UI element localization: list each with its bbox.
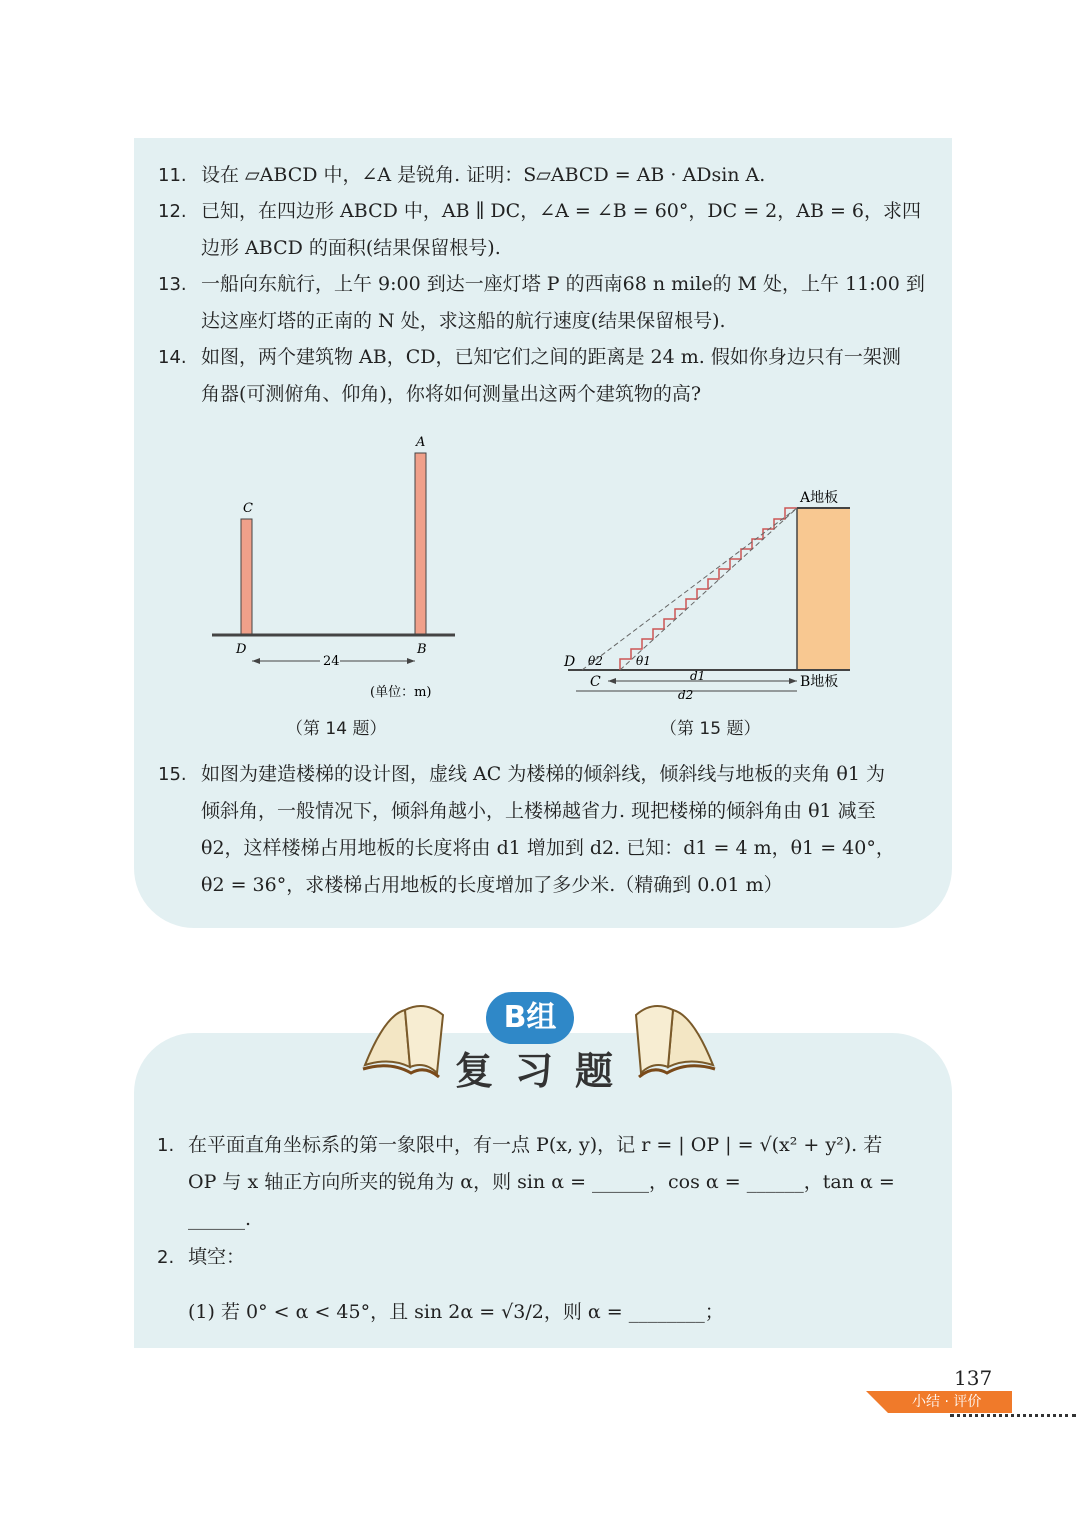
arrow-head xyxy=(407,658,415,664)
problem-text: 已知，在四边形 ABCD 中，AB ∥ DC，∠A = ∠B = 60°，DC = 2，AB = 6，求四 xyxy=(201,200,922,222)
problem-number: 13. xyxy=(158,274,187,295)
label-b-floor: B地板 xyxy=(800,674,839,690)
problem-text: 如图为建造楼梯的设计图，虚线 AC 为楼梯的倾斜线，倾斜线与地板的夹角 θ1 为 xyxy=(201,763,885,785)
label-b: B xyxy=(417,642,427,657)
incline-line-d xyxy=(582,508,797,670)
theta1-label: θ1 xyxy=(636,654,651,668)
label-a-floor: A地板 xyxy=(800,490,839,506)
upper-floor-wall xyxy=(797,508,850,670)
problem-b2 xyxy=(157,1239,246,1276)
problem-text: 角器(可测俯角、仰角)，你将如何测量出这两个建筑物的高? xyxy=(201,383,702,405)
problem-number: 1. xyxy=(157,1135,175,1156)
problem-text: 填空： xyxy=(188,1246,246,1268)
review-title: 复习题 xyxy=(455,1049,636,1093)
figure-15 xyxy=(560,485,870,700)
problem-text: (1) 若 0° < α < 45°，且 sin 2α = √3/2，则 α = ________； xyxy=(188,1301,724,1323)
book-icon-right xyxy=(628,995,723,1080)
problem-15 xyxy=(158,756,895,904)
page-number: 137 xyxy=(954,1366,993,1390)
problem-text: ______. xyxy=(188,1208,252,1230)
problem-text: 设在 ▱ABCD 中，∠A 是锐角. 证明：S▱ABCD = AB · ADsin A. xyxy=(201,164,766,186)
problem-14 xyxy=(158,339,901,413)
problem-text: 达这座灯塔的正南的 N 处，求这船的航行速度(结果保留根号). xyxy=(201,310,726,332)
problem-number: 12. xyxy=(158,201,187,222)
distance-label: 24 xyxy=(323,654,340,669)
problem-number: 11. xyxy=(158,165,187,186)
problem-text: θ2，这样楼梯占用地板的长度将由 d1 增加到 d2. 已知：d1 = 4 m，θ1 = 40°， xyxy=(201,837,895,859)
label-d: D xyxy=(236,642,247,657)
problem-text: 一船向东航行，上午 9:00 到达一座灯塔 P 的西南68 n mile的 M 处，上午 11:00 到 xyxy=(201,273,925,295)
label-d: D xyxy=(564,654,576,670)
problem-text: 在平面直角坐标系的第一象限中，有一点 P(x, y)，记 r = | OP | = √(x² + y²). 若 xyxy=(188,1134,883,1156)
figure-14 xyxy=(200,430,470,710)
label-c: C xyxy=(243,501,253,516)
figure-14-caption: （第 14 题） xyxy=(286,719,387,739)
problem-11 xyxy=(158,157,766,194)
arrow-head xyxy=(252,658,260,664)
problem-number: 14. xyxy=(158,347,187,368)
problem-text: θ2 = 36°，求楼梯占用地板的长度增加了多少米.（精确到 0.01 m） xyxy=(201,874,783,896)
building-ab xyxy=(415,453,426,635)
problem-number: 15. xyxy=(158,764,187,785)
problem-number: 2. xyxy=(157,1247,175,1268)
group-b-badge: B组 xyxy=(486,992,574,1044)
d1-label: d1 xyxy=(690,669,706,683)
d2-label: d2 xyxy=(678,688,694,700)
theta2-label: θ2 xyxy=(588,654,603,668)
building-cd xyxy=(241,519,252,635)
problem-text: OP 与 x 轴正方向所夹的锐角为 α，则 sin α = ______，cos α = ______，tan α = xyxy=(188,1171,895,1193)
unit-label: (单位：m) xyxy=(370,685,432,700)
arrow-head xyxy=(789,678,797,684)
label-c: C xyxy=(590,674,601,690)
problem-text: 倾斜角，一般情况下，倾斜角越小，上楼梯越省力. 现把楼梯的倾斜角由 θ1 减至 xyxy=(201,800,876,822)
section-label: 小结 · 评价 xyxy=(912,1394,982,1410)
problem-12 xyxy=(158,193,922,267)
problem-13 xyxy=(158,266,925,340)
footer-dots xyxy=(950,1414,1076,1417)
label-a: A xyxy=(416,435,426,450)
book-icon-left xyxy=(355,995,450,1080)
arrow-head xyxy=(608,678,616,684)
problem-text: 如图，两个建筑物 AB，CD，已知它们之间的距离是 24 m. 假如你身边只有一架测 xyxy=(201,346,901,368)
figure-15-caption: （第 15 题） xyxy=(660,719,761,739)
problem-b2-part1 xyxy=(188,1294,724,1331)
problem-b1 xyxy=(157,1127,895,1238)
problem-text: 边形 ABCD 的面积(结果保留根号). xyxy=(201,237,501,259)
